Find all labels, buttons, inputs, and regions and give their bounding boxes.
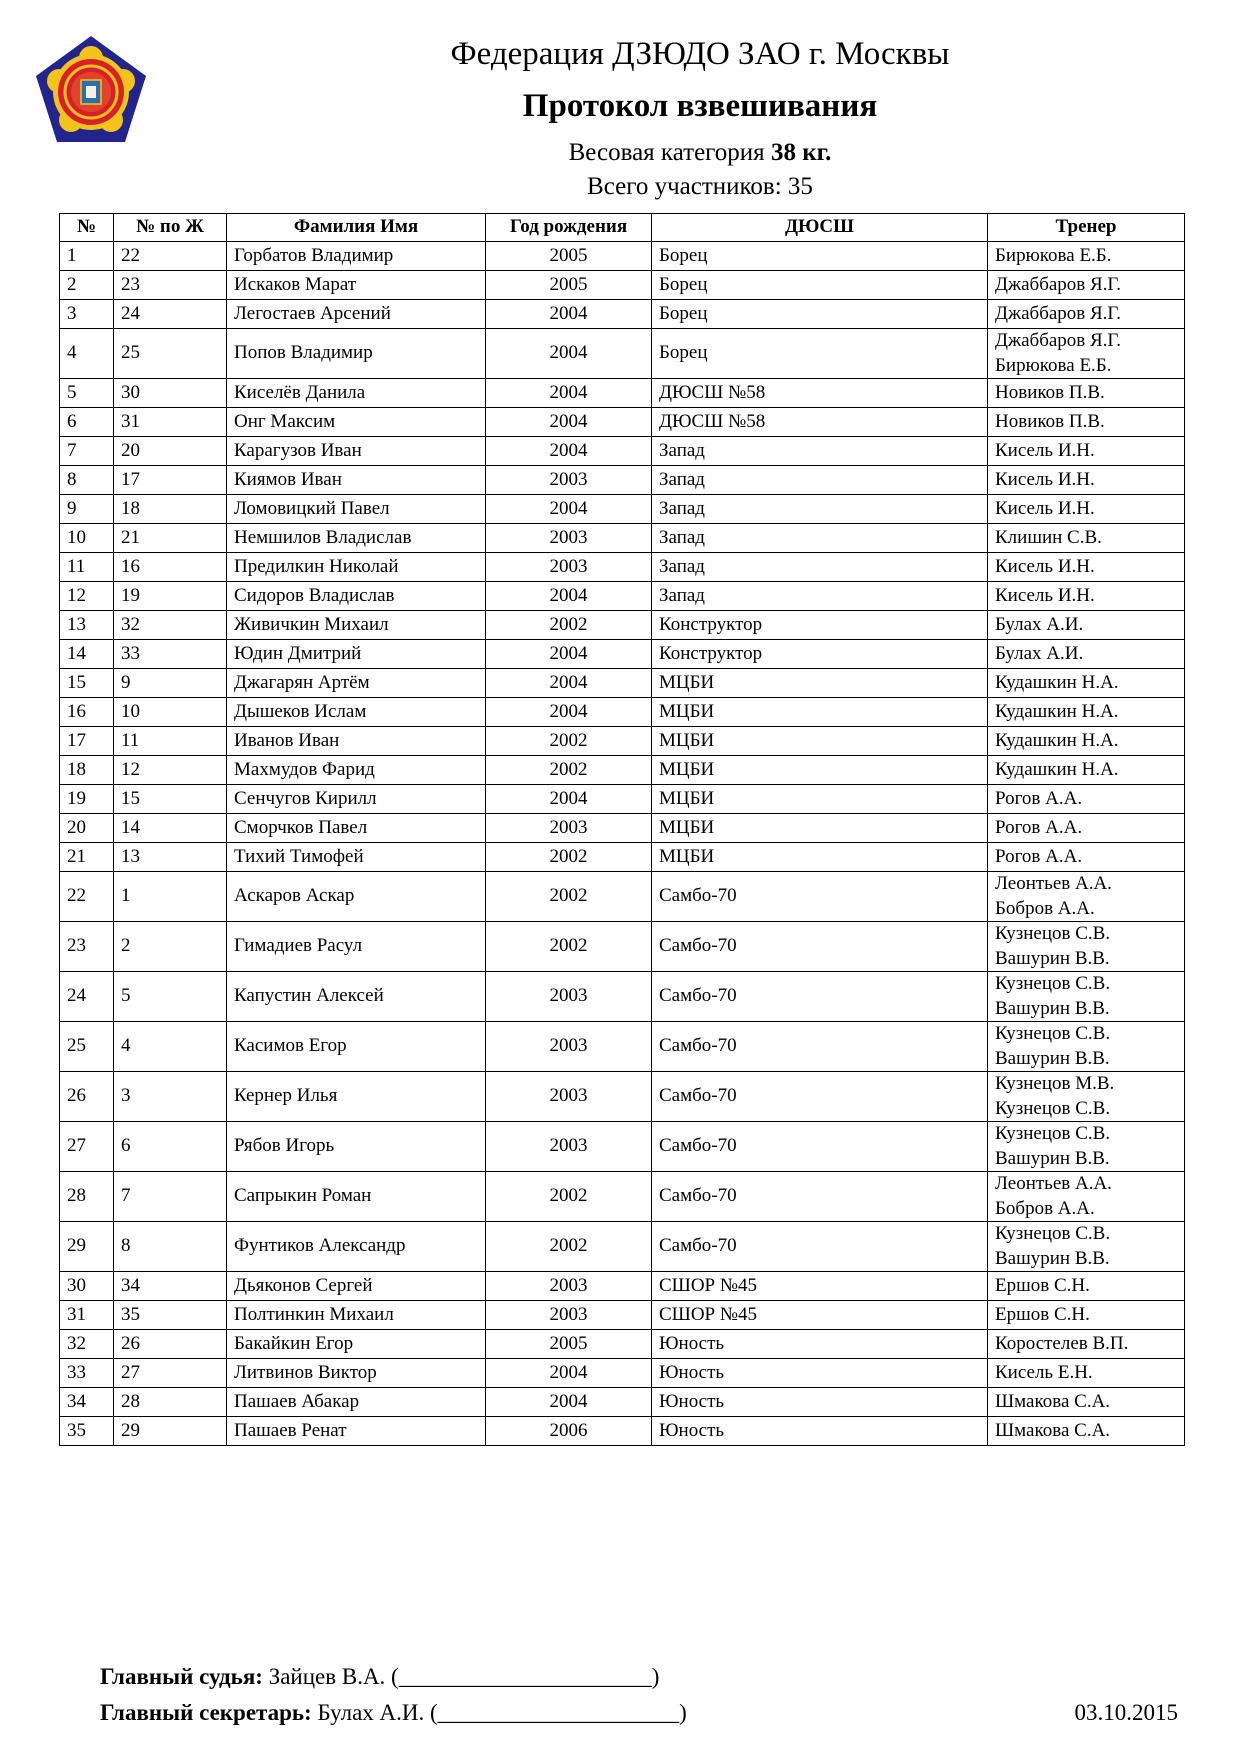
cell-draw-number: 13: [114, 843, 227, 872]
cell-school: МЦБИ: [652, 756, 988, 785]
chief-secretary-value: Булах А.И. (_____________________): [317, 1700, 687, 1725]
cell-birth-year: 2005: [486, 271, 652, 300]
cell-coach: Клишин С.В.: [988, 524, 1185, 553]
table-row: [60, 329, 1185, 379]
table-row: [60, 524, 1185, 553]
cell-coach: Кузнецов М.В. Кузнецов С.В.: [988, 1072, 1185, 1122]
cell-school: Борец: [652, 242, 988, 271]
cell-school: СШОР №45: [652, 1301, 988, 1330]
cell-draw-number: 23: [114, 271, 227, 300]
cell-coach: Джаббаров Я.Г.: [988, 300, 1185, 329]
cell-draw-number: 31: [114, 408, 227, 437]
header-draw-number: № по Ж: [114, 214, 227, 242]
cell-number: 13: [60, 611, 114, 640]
table-row: [60, 582, 1185, 611]
table-row: [60, 437, 1185, 466]
cell-birth-year: 2004: [486, 495, 652, 524]
cell-number: 33: [60, 1359, 114, 1388]
cell-number: 14: [60, 640, 114, 669]
table-row: [60, 843, 1185, 872]
cell-coach: Кузнецов С.В. Вашурин В.В.: [988, 1022, 1185, 1072]
cell-draw-number: 15: [114, 785, 227, 814]
cell-name: Легостаев Арсений: [227, 300, 486, 329]
cell-school: Борец: [652, 271, 988, 300]
cell-name: Рябов Игорь: [227, 1122, 486, 1172]
cell-number: 31: [60, 1301, 114, 1330]
table-row: [60, 1330, 1185, 1359]
cell-coach: Кисель И.Н.: [988, 553, 1185, 582]
chief-secretary-label: Главный секретарь:: [100, 1700, 312, 1725]
table-row: [60, 756, 1185, 785]
cell-birth-year: 2002: [486, 1222, 652, 1272]
table-row: [60, 379, 1185, 408]
cell-name: Махмудов Фарид: [227, 756, 486, 785]
cell-birth-year: 2003: [486, 1301, 652, 1330]
table-row: [60, 1417, 1185, 1446]
cell-draw-number: 6: [114, 1122, 227, 1172]
table-row: [60, 727, 1185, 756]
weigh-in-table: [59, 213, 1185, 1446]
cell-number: 26: [60, 1072, 114, 1122]
cell-coach: Кудашкин Н.А.: [988, 756, 1185, 785]
cell-school: Самбо-70: [652, 1222, 988, 1272]
cell-birth-year: 2004: [486, 437, 652, 466]
cell-school: ДЮСШ №58: [652, 408, 988, 437]
cell-school: Борец: [652, 300, 988, 329]
cell-number: 24: [60, 972, 114, 1022]
cell-birth-year: 2003: [486, 1022, 652, 1072]
table-row: [60, 1388, 1185, 1417]
cell-birth-year: 2004: [486, 379, 652, 408]
cell-birth-year: 2004: [486, 300, 652, 329]
cell-name: Дьяконов Сергей: [227, 1272, 486, 1301]
table-row: [60, 1072, 1185, 1122]
cell-number: 25: [60, 1022, 114, 1072]
table-row: [60, 408, 1185, 437]
cell-coach: Кузнецов С.В. Вашурин В.В.: [988, 922, 1185, 972]
header-coach: Тренер: [988, 214, 1185, 242]
cell-coach: Кисель Е.Н.: [988, 1359, 1185, 1388]
cell-school: Запад: [652, 553, 988, 582]
cell-birth-year: 2002: [486, 843, 652, 872]
cell-school: Самбо-70: [652, 1072, 988, 1122]
cell-birth-year: 2003: [486, 1122, 652, 1172]
table-header-row: [60, 214, 1185, 242]
chief-judge: [100, 1664, 659, 1690]
cell-number: 5: [60, 379, 114, 408]
cell-school: Запад: [652, 582, 988, 611]
cell-coach: Джаббаров Я.Г. Бирюкова Е.Б.: [988, 329, 1185, 379]
cell-birth-year: 2005: [486, 1330, 652, 1359]
cell-draw-number: 20: [114, 437, 227, 466]
cell-coach: Кузнецов С.В. Вашурин В.В.: [988, 1122, 1185, 1172]
cell-draw-number: 11: [114, 727, 227, 756]
cell-coach: Кисель И.Н.: [988, 437, 1185, 466]
cell-coach: Кудашкин Н.А.: [988, 727, 1185, 756]
cell-name: Капустин Алексей: [227, 972, 486, 1022]
cell-draw-number: 33: [114, 640, 227, 669]
cell-school: Запад: [652, 437, 988, 466]
cell-draw-number: 25: [114, 329, 227, 379]
cell-birth-year: 2003: [486, 972, 652, 1022]
cell-school: МЦБИ: [652, 669, 988, 698]
cell-coach: Ершов С.Н.: [988, 1301, 1185, 1330]
cell-number: 30: [60, 1272, 114, 1301]
weight-category: [240, 139, 1160, 167]
cell-name: Дышеков Ислам: [227, 698, 486, 727]
cell-name: Немшилов Владислав: [227, 524, 486, 553]
cell-school: МЦБИ: [652, 727, 988, 756]
chief-judge-label: Главный судья:: [100, 1664, 263, 1689]
cell-draw-number: 16: [114, 553, 227, 582]
cell-birth-year: 2003: [486, 1072, 652, 1122]
cell-number: 12: [60, 582, 114, 611]
cell-name: Сморчков Павел: [227, 814, 486, 843]
federation-emblem-icon: [33, 34, 149, 146]
cell-draw-number: 14: [114, 814, 227, 843]
cell-number: 22: [60, 872, 114, 922]
cell-draw-number: 28: [114, 1388, 227, 1417]
cell-birth-year: 2003: [486, 1272, 652, 1301]
table-row: [60, 1222, 1185, 1272]
cell-coach: Кисель И.Н.: [988, 495, 1185, 524]
cell-coach: Кудашкин Н.А.: [988, 669, 1185, 698]
cell-coach: Кисель И.Н.: [988, 466, 1185, 495]
cell-name: Пашаев Ренат: [227, 1417, 486, 1446]
cell-coach: Шмакова С.А.: [988, 1417, 1185, 1446]
cell-coach: Леонтьев А.А. Бобров А.А.: [988, 1172, 1185, 1222]
cell-school: Самбо-70: [652, 1172, 988, 1222]
cell-school: МЦБИ: [652, 843, 988, 872]
cell-draw-number: 27: [114, 1359, 227, 1388]
table-row: [60, 640, 1185, 669]
cell-school: Конструктор: [652, 640, 988, 669]
cell-birth-year: 2004: [486, 329, 652, 379]
cell-name: Фунтиков Александр: [227, 1222, 486, 1272]
cell-school: Борец: [652, 329, 988, 379]
cell-school: Юность: [652, 1388, 988, 1417]
table-row: [60, 698, 1185, 727]
table-row: [60, 669, 1185, 698]
table-row: [60, 271, 1185, 300]
cell-draw-number: 22: [114, 242, 227, 271]
cell-birth-year: 2006: [486, 1417, 652, 1446]
cell-coach: Коростелев В.П.: [988, 1330, 1185, 1359]
cell-draw-number: 26: [114, 1330, 227, 1359]
cell-name: Попов Владимир: [227, 329, 486, 379]
table-row: [60, 1359, 1185, 1388]
cell-draw-number: 18: [114, 495, 227, 524]
cell-coach: Кузнецов С.В. Вашурин В.В.: [988, 1222, 1185, 1272]
table-row: [60, 553, 1185, 582]
cell-school: Самбо-70: [652, 1022, 988, 1072]
cell-coach: Кудашкин Н.А.: [988, 698, 1185, 727]
table-row: [60, 785, 1185, 814]
table-row: [60, 611, 1185, 640]
document-date: 03.10.2015: [1074, 1700, 1178, 1725]
cell-coach: Кисель И.Н.: [988, 582, 1185, 611]
cell-draw-number: 12: [114, 756, 227, 785]
header-number: №: [60, 214, 114, 242]
table-row: [60, 814, 1185, 843]
cell-birth-year: 2002: [486, 727, 652, 756]
cell-name: Ломовицкий Павел: [227, 495, 486, 524]
cell-number: 27: [60, 1122, 114, 1172]
cell-school: СШОР №45: [652, 1272, 988, 1301]
cell-name: Касимов Егор: [227, 1022, 486, 1072]
cell-number: 6: [60, 408, 114, 437]
cell-birth-year: 2003: [486, 466, 652, 495]
table-row: [60, 1301, 1185, 1330]
cell-birth-year: 2003: [486, 814, 652, 843]
cell-draw-number: 17: [114, 466, 227, 495]
cell-school: Юность: [652, 1417, 988, 1446]
cell-name: Киселёв Данила: [227, 379, 486, 408]
weight-category-label: Весовая категория: [568, 139, 765, 166]
cell-coach: Рогов А.А.: [988, 785, 1185, 814]
cell-coach: Новиков П.В.: [988, 408, 1185, 437]
cell-name: Карагузов Иван: [227, 437, 486, 466]
table-row: [60, 872, 1185, 922]
cell-coach: Шмакова С.А.: [988, 1388, 1185, 1417]
table-row: [60, 1172, 1185, 1222]
cell-school: Самбо-70: [652, 922, 988, 972]
cell-name: Тихий Тимофей: [227, 843, 486, 872]
cell-draw-number: 24: [114, 300, 227, 329]
cell-name: Сенчугов Кирилл: [227, 785, 486, 814]
cell-coach: Булах А.И.: [988, 611, 1185, 640]
cell-number: 29: [60, 1222, 114, 1272]
cell-coach: Новиков П.В.: [988, 379, 1185, 408]
cell-name: Кернер Илья: [227, 1072, 486, 1122]
cell-school: Запад: [652, 524, 988, 553]
cell-school: Запад: [652, 466, 988, 495]
cell-birth-year: 2002: [486, 922, 652, 972]
cell-school: МЦБИ: [652, 785, 988, 814]
cell-number: 20: [60, 814, 114, 843]
cell-number: 18: [60, 756, 114, 785]
cell-school: МЦБИ: [652, 814, 988, 843]
cell-birth-year: 2002: [486, 611, 652, 640]
cell-school: Юность: [652, 1359, 988, 1388]
cell-number: 16: [60, 698, 114, 727]
table-row: [60, 300, 1185, 329]
cell-coach: Рогов А.А.: [988, 843, 1185, 872]
cell-draw-number: 8: [114, 1222, 227, 1272]
cell-name: Живичкин Михаил: [227, 611, 486, 640]
cell-school: Самбо-70: [652, 872, 988, 922]
cell-birth-year: 2004: [486, 1388, 652, 1417]
cell-number: 17: [60, 727, 114, 756]
cell-number: 2: [60, 271, 114, 300]
cell-coach: Бирюкова Е.Б.: [988, 242, 1185, 271]
cell-school: Самбо-70: [652, 972, 988, 1022]
cell-number: 19: [60, 785, 114, 814]
cell-school: МЦБИ: [652, 698, 988, 727]
cell-name: Иванов Иван: [227, 727, 486, 756]
header-birth-year: Год рождения: [486, 214, 652, 242]
cell-draw-number: 9: [114, 669, 227, 698]
cell-name: Онг Максим: [227, 408, 486, 437]
cell-draw-number: 30: [114, 379, 227, 408]
table-row: [60, 1122, 1185, 1172]
cell-number: 35: [60, 1417, 114, 1446]
cell-draw-number: 34: [114, 1272, 227, 1301]
cell-number: 8: [60, 466, 114, 495]
cell-coach: Кузнецов С.В. Вашурин В.В.: [988, 972, 1185, 1022]
page-title: Протокол взвешивания: [522, 88, 878, 124]
cell-name: Сапрыкин Роман: [227, 1172, 486, 1222]
cell-birth-year: 2002: [486, 756, 652, 785]
cell-draw-number: 32: [114, 611, 227, 640]
cell-name: Аскаров Аскар: [227, 872, 486, 922]
cell-name: Горбатов Владимир: [227, 242, 486, 271]
cell-number: 3: [60, 300, 114, 329]
cell-number: 32: [60, 1330, 114, 1359]
cell-school: Запад: [652, 495, 988, 524]
cell-draw-number: 1: [114, 872, 227, 922]
cell-birth-year: 2002: [486, 1172, 652, 1222]
federation-name: Федерация ДЗЮДО ЗАО г. Москвы: [450, 36, 950, 72]
table-row: [60, 922, 1185, 972]
cell-birth-year: 2003: [486, 553, 652, 582]
cell-birth-year: 2004: [486, 785, 652, 814]
header-school: ДЮСШ: [652, 214, 988, 242]
table-row: [60, 242, 1185, 271]
cell-number: 23: [60, 922, 114, 972]
cell-birth-year: 2004: [486, 408, 652, 437]
cell-number: 7: [60, 437, 114, 466]
cell-school: Юность: [652, 1330, 988, 1359]
cell-name: Полтинкин Михаил: [227, 1301, 486, 1330]
cell-number: 15: [60, 669, 114, 698]
cell-coach: Рогов А.А.: [988, 814, 1185, 843]
cell-draw-number: 3: [114, 1072, 227, 1122]
cell-birth-year: 2004: [486, 698, 652, 727]
cell-name: Предилкин Николай: [227, 553, 486, 582]
table-row: [60, 495, 1185, 524]
cell-birth-year: 2002: [486, 872, 652, 922]
cell-birth-year: 2004: [486, 582, 652, 611]
cell-draw-number: 29: [114, 1417, 227, 1446]
cell-birth-year: 2004: [486, 640, 652, 669]
cell-school: Самбо-70: [652, 1122, 988, 1172]
cell-draw-number: 10: [114, 698, 227, 727]
cell-name: Литвинов Виктор: [227, 1359, 486, 1388]
cell-coach: Ершов С.Н.: [988, 1272, 1185, 1301]
cell-name: Юдин Дмитрий: [227, 640, 486, 669]
cell-birth-year: 2004: [486, 669, 652, 698]
table-row: [60, 466, 1185, 495]
cell-draw-number: 2: [114, 922, 227, 972]
cell-draw-number: 35: [114, 1301, 227, 1330]
cell-name: Джагарян Артём: [227, 669, 486, 698]
cell-number: 4: [60, 329, 114, 379]
chief-secretary: [100, 1700, 687, 1726]
cell-name: Киямов Иван: [227, 466, 486, 495]
table-row: [60, 1272, 1185, 1301]
cell-draw-number: 4: [114, 1022, 227, 1072]
participants-total: Всего участников: 35: [587, 173, 813, 200]
weight-category-value: 38 кг.: [770, 139, 832, 166]
cell-draw-number: 7: [114, 1172, 227, 1222]
cell-number: 1: [60, 242, 114, 271]
cell-coach: Джаббаров Я.Г.: [988, 271, 1185, 300]
cell-name: Искаков Марат: [227, 271, 486, 300]
cell-draw-number: 21: [114, 524, 227, 553]
cell-number: 28: [60, 1172, 114, 1222]
header-name: Фамилия Имя: [227, 214, 486, 242]
cell-name: Бакайкин Егор: [227, 1330, 486, 1359]
cell-draw-number: 19: [114, 582, 227, 611]
cell-birth-year: 2004: [486, 1359, 652, 1388]
cell-name: Гимадиев Расул: [227, 922, 486, 972]
cell-number: 34: [60, 1388, 114, 1417]
cell-birth-year: 2003: [486, 524, 652, 553]
cell-coach: Булах А.И.: [988, 640, 1185, 669]
cell-name: Сидоров Владислав: [227, 582, 486, 611]
cell-coach: Леонтьев А.А. Бобров А.А.: [988, 872, 1185, 922]
chief-judge-value: Зайцев В.А. (______________________): [268, 1664, 660, 1689]
cell-school: ДЮСШ №58: [652, 379, 988, 408]
cell-draw-number: 5: [114, 972, 227, 1022]
cell-birth-year: 2005: [486, 242, 652, 271]
table-row: [60, 1022, 1185, 1072]
cell-number: 11: [60, 553, 114, 582]
cell-number: 9: [60, 495, 114, 524]
cell-school: Конструктор: [652, 611, 988, 640]
table-row: [60, 972, 1185, 1022]
cell-number: 21: [60, 843, 114, 872]
cell-number: 10: [60, 524, 114, 553]
cell-name: Пашаев Абакар: [227, 1388, 486, 1417]
